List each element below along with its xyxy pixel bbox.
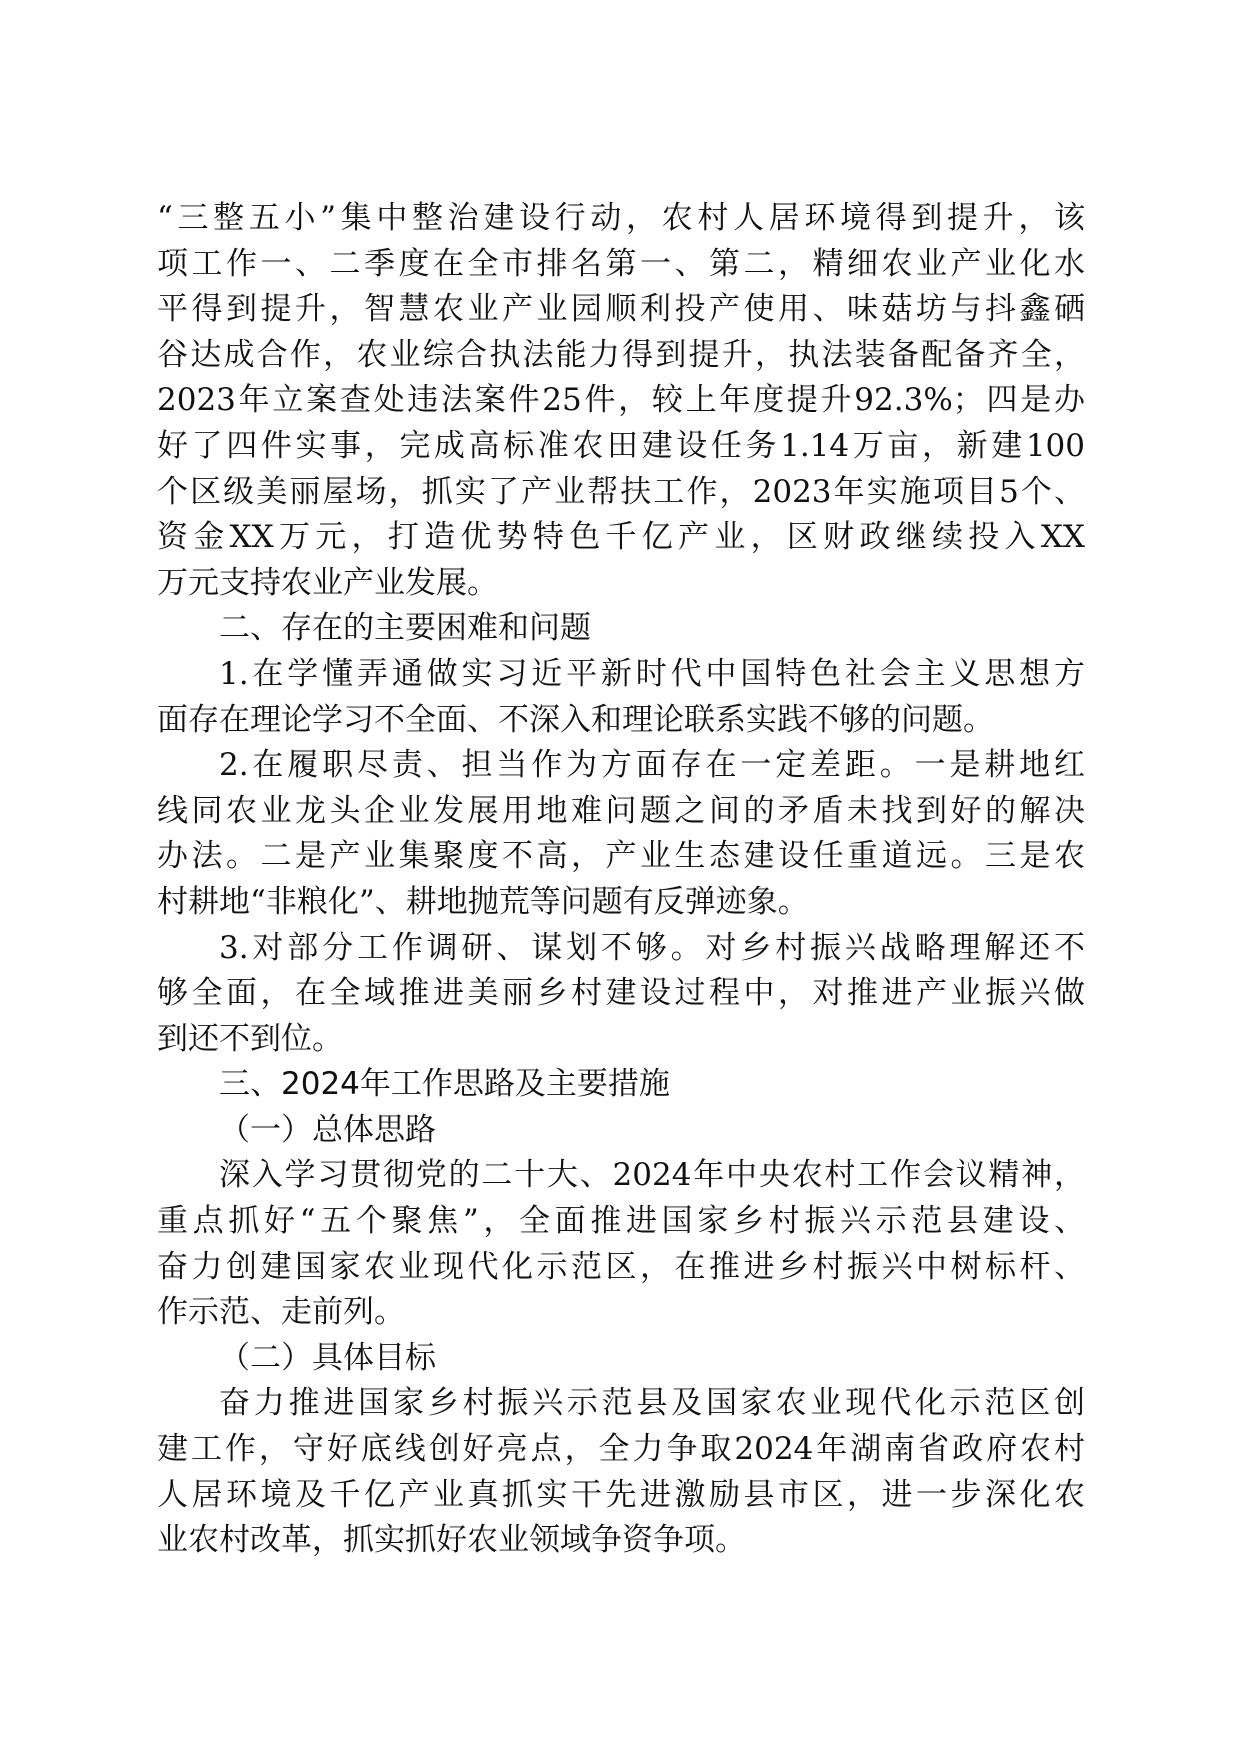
paragraph-line: 平得到提升，智慧农业产业园顺利投产使用、味菇坊与抖鑫硒 <box>157 291 1085 328</box>
subsection-heading: （一）总体思路 <box>219 1111 436 1148</box>
paragraph-line: 奋力推进国家乡村振兴示范县及国家农业现代化示范区创 <box>219 1385 1085 1422</box>
paragraph-line: 3.对部分工作调研、谋划不够。对乡村振兴战略理解还不 <box>219 929 1085 966</box>
paragraph-line: 谷达成合作，农业综合执法能力得到提升，执法装备配备齐全， <box>157 336 1085 373</box>
paragraph-line: “三整五小”集中整治建设行动，农村人居环境得到提升，该 <box>157 200 1085 236</box>
paragraph-line: 建工作，守好底线创好亮点，全力争取2024年湖南省政府农村 <box>157 1431 1085 1468</box>
paragraph-line: 作示范、走前列。 <box>157 1294 405 1331</box>
paragraph-line: 办法。二是产业集聚度不高，产业生态建设任重道远。三是农 <box>157 838 1085 875</box>
paragraph-line: 线同农业龙头企业发展用地难问题之间的矛盾未找到好的解决 <box>157 792 1085 829</box>
paragraph-line: 奋力创建国家农业现代化示范区，在推进乡村振兴中树标杆、 <box>157 1248 1085 1285</box>
paragraph-line: 业农村改革，抓实抓好农业领域争资争项。 <box>157 1522 746 1559</box>
section-heading: 三、2024年工作思路及主要措施 <box>219 1066 670 1103</box>
paragraph-line: 个区级美丽屋场，抓实了产业帮扶工作，2023年实施项目5个、 <box>157 473 1085 510</box>
paragraph-line: 项工作一、二季度在全市排名第一、第二，精细农业产业化水 <box>157 245 1085 282</box>
paragraph-line: 万元支持农业产业发展。 <box>157 564 498 601</box>
paragraph-line: 深入学习贯彻党的二十大、2024年中央农村工作会议精神， <box>219 1157 1085 1194</box>
paragraph-line: 人居环境及千亿产业真抓实干先进激励县市区，进一步深化农 <box>157 1476 1085 1513</box>
paragraph-line: 好了四件实事，完成高标准农田建设任务1.14万亩，新建100 <box>157 427 1085 464</box>
paragraph-line: 重点抓好“五个聚焦”，全面推进国家乡村振兴示范县建设、 <box>157 1203 1085 1240</box>
subsection-heading: （二）具体目标 <box>219 1339 436 1376</box>
paragraph-line: 面存在理论学习不全面、不深入和理论联系实践不够的问题。 <box>157 701 994 738</box>
paragraph-line: 村耕地“非粮化”、耕地抛荒等问题有反弹迹象。 <box>157 883 809 920</box>
paragraph-line: 2023年立案查处违法案件25件，较上年度提升92.3%；四是办 <box>157 382 1085 419</box>
paragraph-line: 2.在履职尽责、担当作为方面存在一定差距。一是耕地红 <box>219 747 1085 784</box>
paragraph-line: 资金XX万元，打造优势特色千亿产业，区财政继续投入XX <box>157 519 1085 556</box>
paragraph-line: 到还不到位。 <box>157 1020 343 1057</box>
document-body <box>157 196 1085 1564</box>
paragraph-line: 1.在学懂弄通做实习近平新时代中国特色社会主义思想方 <box>219 655 1085 692</box>
section-heading: 二、存在的主要困难和问题 <box>219 610 591 647</box>
paragraph-line: 够全面，在全域推进美丽乡村建设过程中，对推进产业振兴做 <box>157 975 1085 1012</box>
